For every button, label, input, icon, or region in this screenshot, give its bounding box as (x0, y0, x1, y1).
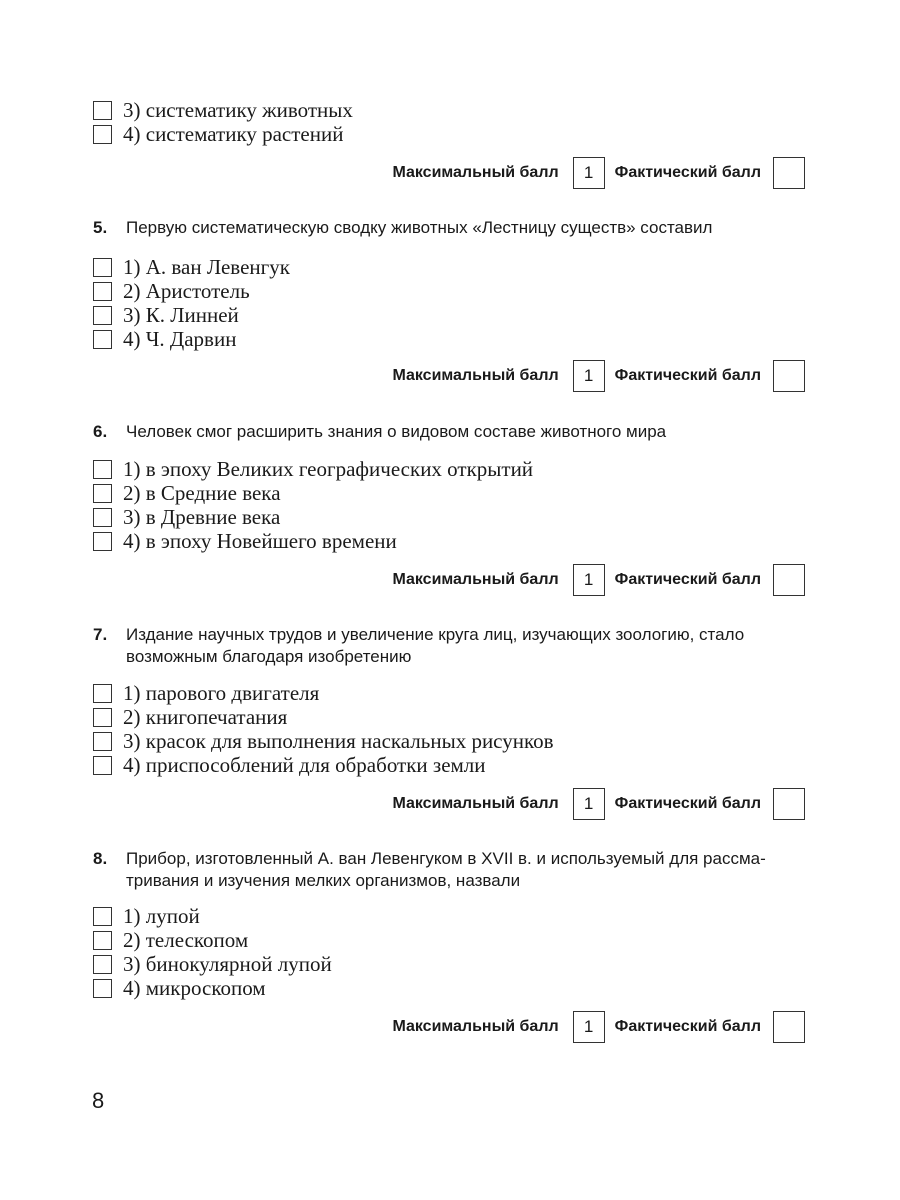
option-label: 4) приспособлений для обработки земли (123, 752, 486, 777)
option-label: 4) Ч. Дарвин (123, 326, 237, 351)
option-label: 2) в Средние века (123, 480, 281, 505)
option-label: 4) микроскопом (123, 975, 266, 1000)
answer-checkbox[interactable] (93, 484, 112, 503)
max-score-box: 1 (573, 360, 605, 392)
option-row[interactable] (93, 457, 813, 481)
actual-score-label: Фактический балл (614, 795, 761, 812)
option-label: 1) в эпоху Великих географических открытий (123, 456, 534, 481)
actual-score-input[interactable] (773, 788, 805, 820)
question-text-continued: тривания и изучения мелких организмов, назвали (126, 871, 521, 890)
option-label: 3) красок для выполнения наскальных рисунков (123, 728, 554, 753)
option-label: 3) систематику животных (123, 97, 353, 122)
answer-checkbox[interactable] (93, 931, 112, 950)
option-label: 2) книгопечатания (123, 704, 288, 729)
score-row-q5 (392, 360, 805, 392)
option-row[interactable] (93, 481, 813, 505)
option-row[interactable] (93, 122, 813, 146)
answer-checkbox[interactable] (93, 306, 112, 325)
question-6-options (93, 457, 813, 553)
question-6 (93, 421, 813, 443)
max-score-box: 1 (573, 157, 605, 189)
option-label: 2) телескопом (123, 927, 249, 952)
option-row[interactable] (93, 976, 813, 1000)
actual-score-label: Фактический балл (614, 164, 761, 181)
option-label: 3) К. Линней (123, 302, 239, 327)
question-7 (93, 624, 813, 668)
actual-score-label: Фактический балл (614, 367, 761, 384)
actual-score-input[interactable] (773, 157, 805, 189)
option-row[interactable] (93, 753, 813, 777)
answer-checkbox[interactable] (93, 125, 112, 144)
option-row[interactable] (93, 928, 813, 952)
question-number: 6. (93, 422, 108, 441)
option-row[interactable] (93, 904, 813, 928)
option-label: 2) Аристотель (123, 278, 250, 303)
answer-checkbox[interactable] (93, 979, 112, 998)
score-row-q6 (392, 564, 805, 596)
actual-score-label: Фактический балл (614, 571, 761, 588)
option-row[interactable] (93, 705, 813, 729)
max-score-label: Максимальный балл (392, 367, 559, 384)
option-label: 3) в Древние века (123, 504, 281, 529)
max-score-label: Максимальный балл (392, 164, 559, 181)
question-text: 7. Издание научных трудов и увеличение круга лиц, изучающих зоологию, стало (93, 625, 745, 644)
max-score-label: Максимальный балл (392, 1018, 559, 1035)
answer-checkbox[interactable] (93, 282, 112, 301)
actual-score-input[interactable] (773, 360, 805, 392)
max-score-label: Максимальный балл (392, 571, 559, 588)
max-score-box: 1 (573, 1011, 605, 1043)
answer-checkbox[interactable] (93, 508, 112, 527)
score-row-q7 (392, 788, 805, 820)
max-score-box: 1 (573, 564, 605, 596)
answer-checkbox[interactable] (93, 756, 112, 775)
question-5 (93, 217, 813, 239)
page-number: 8 (92, 1088, 105, 1113)
option-row[interactable] (93, 681, 813, 705)
option-row[interactable] (93, 98, 813, 122)
question-7-options (93, 681, 813, 777)
question-text: 6. Человек смог расширить знания о видовом составе животного мира (93, 422, 667, 441)
question-number: 7. (93, 625, 108, 644)
question-text: 5. Первую систематическую сводку животных «Лестницу существ» составил (93, 218, 713, 237)
max-score-label: Максимальный балл (392, 795, 559, 812)
answer-checkbox[interactable] (93, 708, 112, 727)
answer-checkbox[interactable] (93, 460, 112, 479)
option-row[interactable] (93, 255, 813, 279)
answer-checkbox[interactable] (93, 101, 112, 120)
answer-checkbox[interactable] (93, 907, 112, 926)
question-5-options (93, 255, 813, 351)
answer-checkbox[interactable] (93, 684, 112, 703)
option-row[interactable] (93, 327, 813, 351)
answer-checkbox[interactable] (93, 258, 112, 277)
answer-checkbox[interactable] (93, 330, 112, 349)
option-row[interactable] (93, 505, 813, 529)
question-text-continued: возможным благодаря изобретению (126, 647, 412, 666)
option-row[interactable] (93, 303, 813, 327)
question-8 (93, 848, 813, 892)
max-score-box: 1 (573, 788, 605, 820)
option-label: 3) бинокулярной лупой (123, 951, 332, 976)
answer-checkbox[interactable] (93, 732, 112, 751)
actual-score-input[interactable] (773, 564, 805, 596)
option-label: 4) систематику растений (123, 121, 344, 146)
option-row[interactable] (93, 279, 813, 303)
option-label: 1) А. ван Левенгук (123, 254, 290, 279)
actual-score-label: Фактический балл (614, 1018, 761, 1035)
score-row-q8 (392, 1011, 805, 1043)
option-label: 4) в эпоху Новейшего времени (123, 528, 397, 553)
option-label: 1) парового двигателя (123, 680, 320, 705)
option-row[interactable] (93, 952, 813, 976)
answer-checkbox[interactable] (93, 532, 112, 551)
answer-checkbox[interactable] (93, 955, 112, 974)
question-number: 5. (93, 218, 108, 237)
score-row-q4 (392, 157, 805, 189)
question-4-options (93, 98, 813, 146)
question-8-options (93, 904, 813, 1000)
question-number: 8. (93, 849, 108, 868)
option-row[interactable] (93, 729, 813, 753)
option-row[interactable] (93, 529, 813, 553)
question-text: 8. Прибор, изготовленный А. ван Левенгуком в XVII в. и используемый для рассма- (93, 849, 766, 868)
actual-score-input[interactable] (773, 1011, 805, 1043)
option-label: 1) лупой (123, 903, 200, 928)
